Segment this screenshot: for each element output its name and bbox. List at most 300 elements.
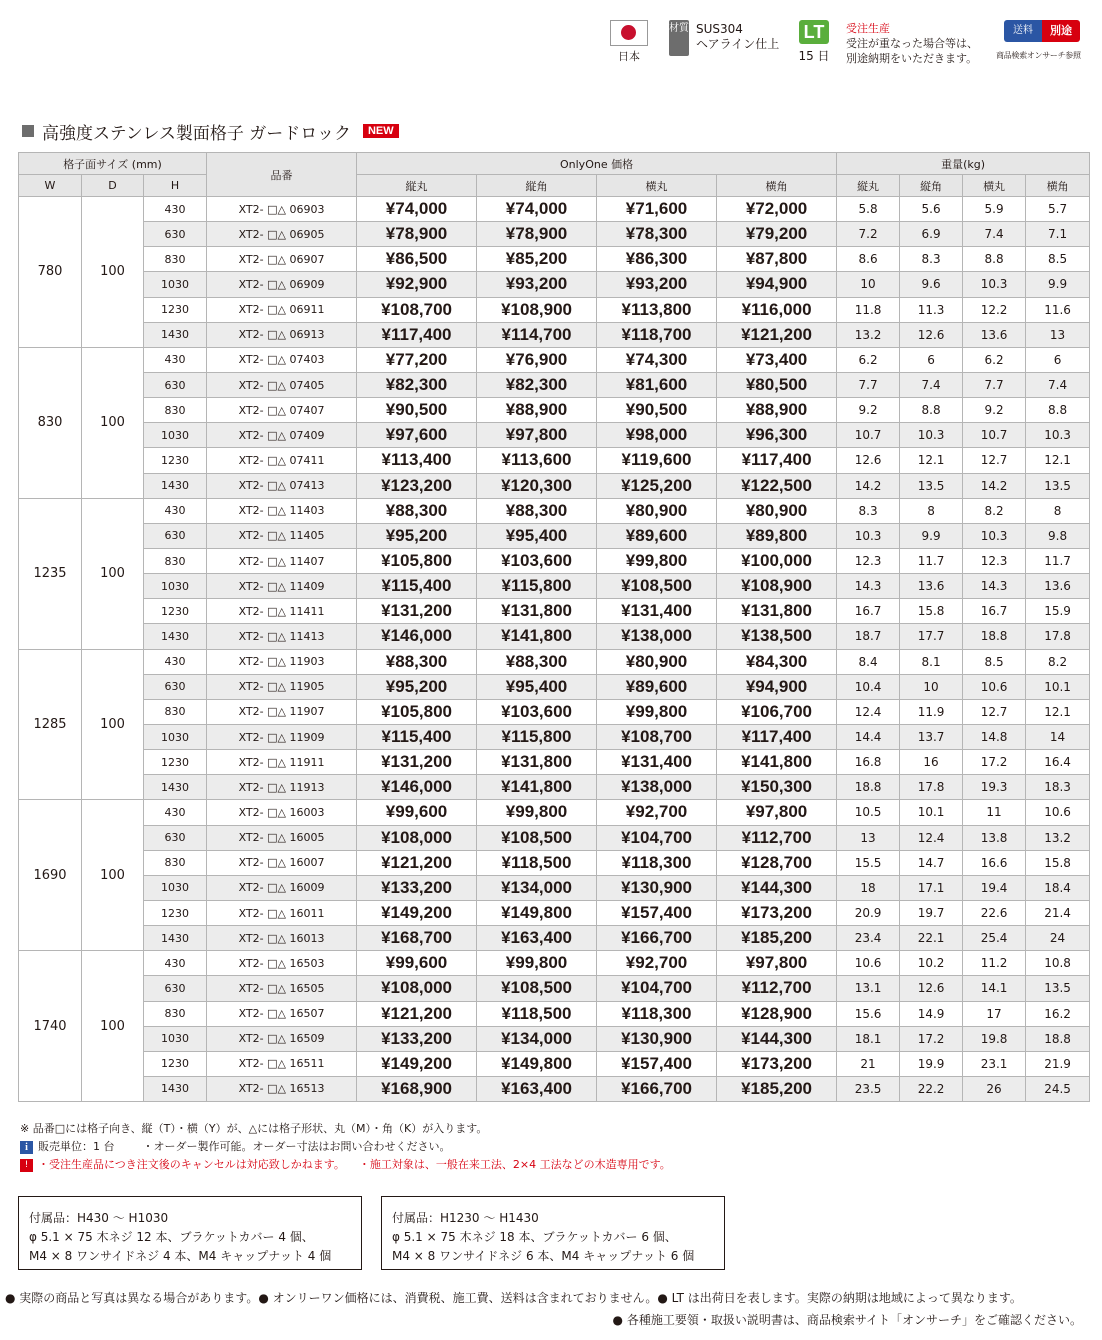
weight-cell: 10.6 (1026, 800, 1090, 825)
price-cell: ¥108,700 (357, 297, 477, 322)
height-cell: 830 (144, 850, 207, 875)
weight-cell: 19.3 (963, 775, 1026, 800)
width-cell: 1285 (19, 649, 82, 800)
weight-cell: 6.2 (963, 347, 1026, 372)
width-cell: 1740 (19, 951, 82, 1102)
weight-cell: 10.8 (1026, 951, 1090, 976)
table-row (19, 825, 1090, 850)
weight-cell: 19.8 (963, 1026, 1026, 1051)
price-cell: ¥94,900 (717, 674, 837, 699)
price-cell: ¥112,700 (717, 976, 837, 1001)
weight-cell: 10.3 (963, 272, 1026, 297)
weight-cell: 18.7 (837, 624, 900, 649)
table-row (19, 473, 1090, 498)
weight-cell: 8.2 (1026, 649, 1090, 674)
weight-cell: 10 (837, 272, 900, 297)
price-cell: ¥118,300 (597, 1001, 717, 1026)
table-row (19, 976, 1090, 1001)
table-row (19, 498, 1090, 523)
sales-note-row (20, 1138, 671, 1156)
weight-col-header: 横角 (1026, 175, 1090, 197)
part-number-cell: XT2- □△ 06907 (207, 247, 357, 272)
price-cell: ¥130,900 (597, 1026, 717, 1051)
weight-cell: 11.9 (900, 699, 963, 724)
price-cell: ¥173,200 (717, 900, 837, 925)
width-cell: 1235 (19, 498, 82, 649)
weight-cell: 12.3 (963, 548, 1026, 573)
weight-cell: 10.4 (837, 674, 900, 699)
price-cell: ¥118,700 (597, 322, 717, 347)
weight-cell: 19.4 (963, 875, 1026, 900)
price-cell: ¥122,500 (717, 473, 837, 498)
height-cell: 1230 (144, 1051, 207, 1076)
weight-cell: 16.4 (1026, 750, 1090, 775)
warning-row (20, 1156, 671, 1174)
part-number-cell: XT2- □△ 07409 (207, 423, 357, 448)
notes (20, 1120, 671, 1174)
weight-cell: 18.4 (1026, 875, 1090, 900)
weight-cell: 12.6 (900, 976, 963, 1001)
part-number-cell: XT2- □△ 06903 (207, 197, 357, 222)
height-cell: 630 (144, 372, 207, 397)
price-cell: ¥100,000 (717, 548, 837, 573)
price-group-header: OnlyOne 価格 (357, 153, 837, 175)
product-title: 高強度ステンレス製面格子 ガードロック (42, 123, 351, 144)
weight-cell: 10.6 (837, 951, 900, 976)
price-cell: ¥168,900 (357, 1076, 477, 1101)
part-number-cell: XT2- □△ 16505 (207, 976, 357, 1001)
height-cell: 830 (144, 247, 207, 272)
weight-cell: 9.9 (900, 523, 963, 548)
col-d-header: D (82, 175, 144, 197)
new-badge: NEW (363, 124, 399, 138)
weight-cell: 12.1 (900, 448, 963, 473)
price-cell: ¥79,200 (717, 222, 837, 247)
weight-cell: 18.1 (837, 1026, 900, 1051)
part-number-cell: XT2- □△ 16009 (207, 875, 357, 900)
height-cell: 1030 (144, 875, 207, 900)
weight-cell: 16.7 (963, 599, 1026, 624)
price-cell: ¥149,800 (477, 900, 597, 925)
weight-cell: 24 (1026, 926, 1090, 951)
japan-flag-icon (610, 20, 648, 46)
price-cell: ¥128,900 (717, 1001, 837, 1026)
weight-col-header: 縦丸 (837, 175, 900, 197)
price-cell: ¥72,000 (717, 197, 837, 222)
table-row (19, 649, 1090, 674)
weight-cell: 13.2 (837, 322, 900, 347)
weight-cell: 17.2 (900, 1026, 963, 1051)
price-cell: ¥117,400 (717, 724, 837, 749)
price-cell: ¥80,500 (717, 372, 837, 397)
weight-cell: 11 (963, 800, 1026, 825)
part-number-cell: XT2- □△ 16511 (207, 1051, 357, 1076)
price-cell: ¥130,900 (597, 875, 717, 900)
price-cell: ¥118,300 (597, 850, 717, 875)
product-title-row (22, 119, 399, 143)
price-cell: ¥92,700 (597, 800, 717, 825)
part-number-cell: XT2- □△ 16011 (207, 900, 357, 925)
accessories-title: 付属品：H430 ～ H1030 (29, 1211, 169, 1225)
price-cell: ¥121,200 (357, 1001, 477, 1026)
weight-cell: 11.3 (900, 297, 963, 322)
part-number-cell: XT2- □△ 07413 (207, 473, 357, 498)
weight-cell: 25.4 (963, 926, 1026, 951)
part-number-cell: XT2- □△ 11407 (207, 548, 357, 573)
price-cell: ¥103,600 (477, 699, 597, 724)
height-cell: 1430 (144, 775, 207, 800)
weight-cell: 20.9 (837, 900, 900, 925)
footer-disclaimer: ● 実際の商品と写真は異なる場合があります。● オンリーワン価格には、消費税、施工費、送料は含まれておりません。● LT は出荷日を表します。実際の納期は地域によって異なります。 (5, 1291, 1022, 1305)
price-cell: ¥105,800 (357, 548, 477, 573)
table-row (19, 800, 1090, 825)
part-number-cell: XT2- □△ 06905 (207, 222, 357, 247)
price-cell: ¥108,900 (477, 297, 597, 322)
table-row (19, 222, 1090, 247)
price-cell: ¥74,000 (357, 197, 477, 222)
weight-cell: 13.7 (900, 724, 963, 749)
lead-time-title: 受注生産 (846, 22, 890, 35)
height-cell: 630 (144, 222, 207, 247)
accessories-line: M4 × 8 ワンサイドネジ 6 本、M4 キャップナット 6 個 (392, 1249, 695, 1263)
part-number-cell: XT2- □△ 16003 (207, 800, 357, 825)
weight-cell: 17.2 (963, 750, 1026, 775)
table-row (19, 850, 1090, 875)
price-cell: ¥131,200 (357, 599, 477, 624)
weight-cell: 14.2 (963, 473, 1026, 498)
weight-cell: 17.8 (1026, 624, 1090, 649)
weight-cell: 5.8 (837, 197, 900, 222)
part-number-cell: XT2- □△ 11903 (207, 649, 357, 674)
price-cell: ¥80,900 (597, 498, 717, 523)
height-cell: 830 (144, 699, 207, 724)
height-cell: 830 (144, 398, 207, 423)
weight-cell: 10.2 (900, 951, 963, 976)
price-cell: ¥84,300 (717, 649, 837, 674)
accessories-box-small (18, 1196, 362, 1270)
warning-icon: ! (20, 1159, 33, 1172)
weight-cell: 8.2 (963, 498, 1026, 523)
price-cell: ¥131,200 (357, 750, 477, 775)
height-cell: 1030 (144, 423, 207, 448)
price-cell: ¥81,600 (597, 372, 717, 397)
height-cell: 1230 (144, 599, 207, 624)
price-cell: ¥89,800 (717, 523, 837, 548)
price-cell: ¥88,900 (717, 398, 837, 423)
price-cell: ¥141,800 (717, 750, 837, 775)
part-number-cell: XT2- □△ 16503 (207, 951, 357, 976)
price-cell: ¥149,200 (357, 1051, 477, 1076)
weight-cell: 8.4 (837, 649, 900, 674)
table-row (19, 297, 1090, 322)
height-cell: 630 (144, 976, 207, 1001)
table-row (19, 398, 1090, 423)
price-cell: ¥74,000 (477, 197, 597, 222)
height-cell: 830 (144, 1001, 207, 1026)
title-square-icon (22, 125, 34, 137)
shipping-label-left: 送料 (1004, 20, 1042, 42)
warning-cancel: ・受注生産品につき注文後のキャンセルは対応致しかねます。 (38, 1158, 345, 1171)
table-row (19, 197, 1090, 222)
table-row (19, 574, 1090, 599)
weight-cell: 16.2 (1026, 1001, 1090, 1026)
weight-cell: 9.8 (1026, 523, 1090, 548)
price-cell: ¥118,500 (477, 1001, 597, 1026)
weight-cell: 8 (1026, 498, 1090, 523)
price-col-header: 縦丸 (357, 175, 477, 197)
weight-cell: 16.8 (837, 750, 900, 775)
weight-cell: 10.7 (837, 423, 900, 448)
price-cell: ¥108,500 (477, 825, 597, 850)
weight-cell: 14.1 (963, 976, 1026, 1001)
part-number-cell: XT2- □△ 11913 (207, 775, 357, 800)
height-cell: 1230 (144, 297, 207, 322)
price-cell: ¥112,700 (717, 825, 837, 850)
weight-cell: 5.7 (1026, 197, 1090, 222)
weight-cell: 14.3 (963, 574, 1026, 599)
weight-cell: 10.3 (900, 423, 963, 448)
price-cell: ¥117,400 (357, 322, 477, 347)
table-row (19, 372, 1090, 397)
weight-cell: 13.5 (1026, 473, 1090, 498)
part-number-cell: XT2- □△ 11905 (207, 674, 357, 699)
price-cell: ¥131,400 (597, 599, 717, 624)
price-col-header: 縦角 (477, 175, 597, 197)
weight-cell: 19.9 (900, 1051, 963, 1076)
weight-cell: 13.5 (1026, 976, 1090, 1001)
price-cell: ¥120,300 (477, 473, 597, 498)
weight-cell: 18.8 (1026, 1026, 1090, 1051)
weight-cell: 17.8 (900, 775, 963, 800)
height-cell: 830 (144, 548, 207, 573)
price-cell: ¥138,000 (597, 624, 717, 649)
table-row (19, 272, 1090, 297)
price-cell: ¥82,300 (357, 372, 477, 397)
price-cell: ¥95,400 (477, 674, 597, 699)
part-number-cell: XT2- □△ 16005 (207, 825, 357, 850)
part-number-cell: XT2- □△ 07403 (207, 347, 357, 372)
height-cell: 1230 (144, 448, 207, 473)
weight-cell: 19.7 (900, 900, 963, 925)
price-cell: ¥133,200 (357, 875, 477, 900)
depth-cell: 100 (82, 800, 144, 951)
price-cell: ¥141,800 (477, 624, 597, 649)
price-cell: ¥125,200 (597, 473, 717, 498)
price-cell: ¥121,200 (357, 850, 477, 875)
price-cell: ¥134,000 (477, 1026, 597, 1051)
weight-cell: 7.1 (1026, 222, 1090, 247)
part-number-cell: XT2- □△ 16513 (207, 1076, 357, 1101)
accessories-title: 付属品：H1230 ～ H1430 (392, 1211, 539, 1225)
price-cell: ¥73,400 (717, 347, 837, 372)
price-cell: ¥97,800 (717, 951, 837, 976)
weight-cell: 14.9 (900, 1001, 963, 1026)
table-row (19, 951, 1090, 976)
price-cell: ¥141,800 (477, 775, 597, 800)
weight-group-header: 重量(kg) (837, 153, 1090, 175)
table-row (19, 624, 1090, 649)
col-w-header: W (19, 175, 82, 197)
price-cell: ¥131,800 (477, 599, 597, 624)
price-cell: ¥106,700 (717, 699, 837, 724)
table-row (19, 900, 1090, 925)
part-number-cell: XT2- □△ 11409 (207, 574, 357, 599)
price-cell: ¥88,300 (357, 498, 477, 523)
part-number-header: 品番 (207, 153, 357, 197)
height-cell: 1030 (144, 574, 207, 599)
weight-cell: 10.7 (963, 423, 1026, 448)
price-cell: ¥86,300 (597, 247, 717, 272)
price-cell: ¥150,300 (717, 775, 837, 800)
table-row (19, 347, 1090, 372)
weight-cell: 18.3 (1026, 775, 1090, 800)
height-cell: 430 (144, 197, 207, 222)
price-cell: ¥78,300 (597, 222, 717, 247)
shipping-label-right: 別途 (1042, 20, 1080, 42)
price-cell: ¥163,400 (477, 1076, 597, 1101)
height-cell: 430 (144, 951, 207, 976)
weight-cell: 13.6 (1026, 574, 1090, 599)
price-cell: ¥131,400 (597, 750, 717, 775)
part-number-cell: XT2- □△ 11413 (207, 624, 357, 649)
price-cell: ¥163,400 (477, 926, 597, 951)
table-row (19, 322, 1090, 347)
weight-cell: 11.7 (1026, 548, 1090, 573)
height-cell: 1030 (144, 1026, 207, 1051)
price-cell: ¥108,500 (477, 976, 597, 1001)
price-cell: ¥108,700 (597, 724, 717, 749)
shipping-note: 商品検索オンサーチ参照 (996, 51, 1081, 60)
price-cell: ¥134,000 (477, 875, 597, 900)
price-cell: ¥76,900 (477, 347, 597, 372)
material-text (696, 22, 779, 52)
table-row (19, 1076, 1090, 1101)
price-cell: ¥78,900 (357, 222, 477, 247)
price-cell: ¥119,600 (597, 448, 717, 473)
weight-cell: 8.3 (900, 247, 963, 272)
weight-col-header: 横丸 (963, 175, 1026, 197)
weight-cell: 14.2 (837, 473, 900, 498)
table-row (19, 599, 1090, 624)
height-cell: 1430 (144, 1076, 207, 1101)
weight-cell: 12.6 (837, 448, 900, 473)
price-cell: ¥113,800 (597, 297, 717, 322)
weight-cell: 16.6 (963, 850, 1026, 875)
weight-cell: 13.5 (900, 473, 963, 498)
weight-cell: 13 (837, 825, 900, 850)
weight-cell: 10.1 (900, 800, 963, 825)
price-cell: ¥138,500 (717, 624, 837, 649)
price-cell: ¥108,000 (357, 825, 477, 850)
part-number-cell: XT2- □△ 11909 (207, 724, 357, 749)
weight-cell: 23.5 (837, 1076, 900, 1101)
price-cell: ¥94,900 (717, 272, 837, 297)
weight-cell: 11.7 (900, 548, 963, 573)
price-cell: ¥149,800 (477, 1051, 597, 1076)
price-col-header: 横丸 (597, 175, 717, 197)
weight-cell: 11.2 (963, 951, 1026, 976)
price-cell: ¥88,300 (477, 498, 597, 523)
height-cell: 630 (144, 825, 207, 850)
part-number-cell: XT2- □△ 16507 (207, 1001, 357, 1026)
price-table (18, 152, 1090, 1102)
weight-cell: 8.8 (900, 398, 963, 423)
weight-cell: 12.4 (900, 825, 963, 850)
weight-cell: 15.5 (837, 850, 900, 875)
weight-cell: 6.2 (837, 347, 900, 372)
price-cell: ¥121,200 (717, 322, 837, 347)
height-cell: 430 (144, 347, 207, 372)
price-cell: ¥97,800 (477, 423, 597, 448)
lead-time-line2: 別途納期をいただきます。 (846, 52, 978, 65)
weight-cell: 13.6 (963, 322, 1026, 347)
weight-cell: 13.2 (1026, 825, 1090, 850)
price-cell: ¥116,000 (717, 297, 837, 322)
weight-cell: 12.2 (963, 297, 1026, 322)
height-cell: 1430 (144, 926, 207, 951)
spec-icon-bar (606, 18, 1096, 68)
origin-label: 日本 (618, 50, 640, 63)
weight-cell: 10.6 (963, 674, 1026, 699)
table-row (19, 1051, 1090, 1076)
weight-cell: 22.2 (900, 1076, 963, 1101)
weight-cell: 9.2 (837, 398, 900, 423)
price-cell: ¥74,300 (597, 347, 717, 372)
price-cell: ¥105,800 (357, 699, 477, 724)
price-cell: ¥97,800 (717, 800, 837, 825)
price-cell: ¥118,500 (477, 850, 597, 875)
height-cell: 1230 (144, 900, 207, 925)
lead-time-text (846, 21, 978, 66)
weight-cell: 5.9 (963, 197, 1026, 222)
price-cell: ¥99,800 (477, 800, 597, 825)
price-cell: ¥149,200 (357, 900, 477, 925)
weight-cell: 7.4 (963, 222, 1026, 247)
price-cell: ¥89,600 (597, 674, 717, 699)
weight-cell: 10.1 (1026, 674, 1090, 699)
price-cell: ¥96,300 (717, 423, 837, 448)
weight-cell: 6 (900, 347, 963, 372)
depth-cell: 100 (82, 347, 144, 498)
depth-cell: 100 (82, 951, 144, 1102)
accessories-line: φ 5.1 × 75 木ネジ 18 本、ブラケットカバー 6 個、 (392, 1230, 677, 1244)
weight-cell: 8.1 (900, 649, 963, 674)
price-cell: ¥131,800 (477, 750, 597, 775)
weight-cell: 17 (963, 1001, 1026, 1026)
part-number-cell: XT2- □△ 11403 (207, 498, 357, 523)
weight-cell: 23.1 (963, 1051, 1026, 1076)
price-cell: ¥138,000 (597, 775, 717, 800)
width-cell: 780 (19, 197, 82, 348)
price-cell: ¥185,200 (717, 926, 837, 951)
price-cell: ¥92,700 (597, 951, 717, 976)
price-cell: ¥173,200 (717, 1051, 837, 1076)
weight-cell: 8.5 (963, 649, 1026, 674)
price-cell: ¥108,900 (717, 574, 837, 599)
part-number-cell: XT2- □△ 11911 (207, 750, 357, 775)
weight-col-header: 縦角 (900, 175, 963, 197)
table-row (19, 674, 1090, 699)
info-icon: i (20, 1141, 33, 1154)
weight-cell: 8.5 (1026, 247, 1090, 272)
weight-cell: 12.3 (837, 548, 900, 573)
depth-cell: 100 (82, 498, 144, 649)
weight-cell: 12.7 (963, 448, 1026, 473)
part-number-cell: XT2- □△ 16007 (207, 850, 357, 875)
weight-cell: 12.6 (900, 322, 963, 347)
accessories-line: φ 5.1 × 75 木ネジ 12 本、ブラケットカバー 4 個、 (29, 1230, 314, 1244)
weight-cell: 21 (837, 1051, 900, 1076)
